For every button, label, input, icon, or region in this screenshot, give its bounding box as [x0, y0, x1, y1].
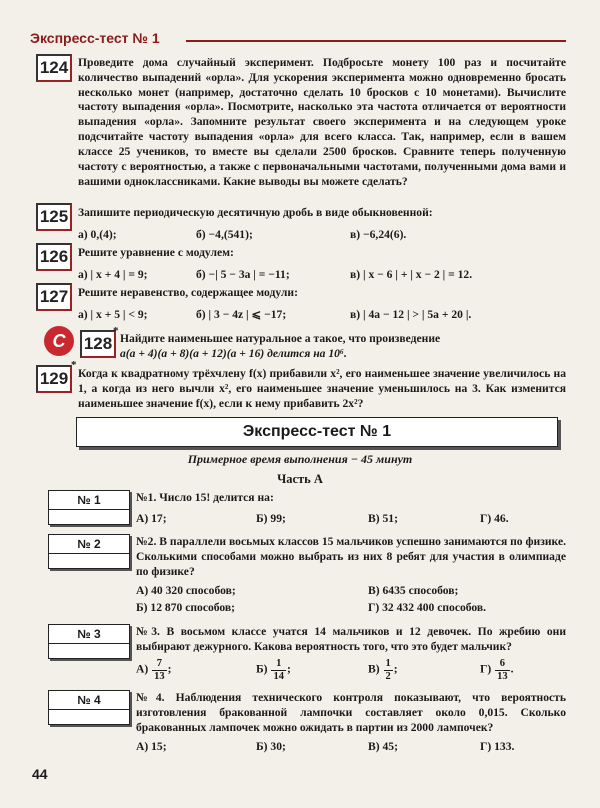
problem-126-answer-c: в) | x − 6 | + | x − 2 | = 12. — [350, 268, 473, 281]
problem-number-128: 128 — [80, 330, 116, 358]
fraction-denominator: 2 — [385, 670, 391, 682]
question-1-option-b: Б) 99; — [256, 512, 286, 525]
problem-number-129: 129 — [36, 365, 72, 393]
question-3-option-b-fraction — [271, 658, 286, 682]
question-3-text: №3. В восьмом классе учатся 14 мальчиков и 12 девочек. По жребию они выбирают дежурного. Какова вероятность того, что это будет мальчик? — [136, 625, 566, 653]
challenge-badge: С — [44, 326, 74, 356]
question-2-text: №2. В параллели восьмых классов 15 мальчиков успешно занимаются по физике. Сколькими способами можно выбрать из них 8 ребят для участия в олимпиаде по физике? — [136, 535, 566, 578]
question-1-answer-box[interactable] — [48, 490, 130, 525]
question-3-option-d — [480, 658, 514, 682]
question-4-option-b: Б) 30; — [256, 740, 286, 753]
problem-number-126: 126 — [36, 243, 72, 271]
question-1-text: №1. Число 15! делится на: — [136, 491, 274, 504]
question-3-answer-field[interactable] — [49, 644, 129, 658]
question-2-answer-field[interactable] — [49, 554, 129, 568]
question-3-option-c-fraction — [384, 658, 393, 682]
question-3-option-c — [368, 658, 398, 682]
question-3-option-c-prefix: В) — [368, 662, 380, 676]
problem-127-answer-c: в) | 4a − 12 | > | 5a + 20 |. — [350, 308, 472, 321]
fraction-numerator: 1 — [385, 658, 391, 669]
question-3-label: № 3 — [49, 625, 129, 644]
question-3-answer-box[interactable] — [48, 624, 130, 659]
problem-125-answer-c: в) −6,24(6). — [350, 228, 407, 241]
question-4-label: № 4 — [49, 691, 129, 710]
question-3-option-a-prefix: А) — [136, 662, 149, 676]
question-4-option-d: Г) 133. — [480, 740, 515, 753]
problem-number-124: 124 — [36, 54, 72, 82]
question-3-option-a — [136, 658, 172, 682]
fraction-numerator: 6 — [495, 658, 510, 671]
running-head: Экспресс-тест № 1 — [30, 30, 160, 46]
problem-124-text: Проведите дома случайный эксперимент. Подбросьте монету 100 раз и посчитайте количество выпадений «орла». Для ускорения эксперимента можно одновременно бросать несколько монет (например, достаточно сделать 10 бросков с 10 монетами). Вычислите частоту выпадения «орла». Посмотрите, насколько эта частота отличается от вероятности выпадения «орла». Запомните результат своего эксперимента и на следующем уроке подсчитайте частоту выпадения «орла» для всего класса. Так, например, если в вашем классе 25 учеников, то вместе вы сделали 2500 бросков. Сравните теперь полученную частоту с вероятностью, а также с первоначальными частотами, полученными дома вами и вашими одноклассниками. Какие выводы вы можете сделать? — [78, 56, 566, 188]
question-4-text: №4. Наблюдения технического контроля показывают, что вероятность изготовления бракованной лампочки составляет около 0,015. Сколько бракованных лампочек можно ожидать в партии из 2000 лампочек? — [136, 691, 566, 734]
question-1-option-c: В) 51; — [368, 512, 398, 525]
header-rule — [186, 40, 566, 42]
question-1-label: № 1 — [49, 491, 129, 510]
question-3-option-a-fraction — [152, 658, 167, 682]
question-2-option-b: Б) 12 870 способов; — [136, 601, 236, 614]
page-number: 44 — [32, 766, 48, 782]
separator: ; — [167, 662, 172, 676]
question-3-option-d-fraction — [495, 658, 510, 682]
problem-129-text: Когда к квадратному трёхчлену f(x) прибавили x², его наименьшее значение увеличилось на 1, а когда из него вычли x², его наименьшее значение уменьшилось на 3. Как изменится наименьшее значение f(x), если к нему прибавить 2x²? — [78, 367, 566, 410]
separator: ; — [286, 662, 291, 676]
test-title: Экспресс-тест № 1 — [76, 417, 558, 447]
fraction-numerator: 7 — [152, 658, 167, 671]
question-1-option-d: Г) 46. — [480, 512, 509, 525]
fraction-denominator: 14 — [273, 670, 284, 682]
question-2-option-d: Г) 32 432 400 способов. — [368, 601, 487, 614]
terminator: . — [510, 662, 514, 676]
fraction-denominator: 13 — [154, 670, 165, 682]
question-1-option-a: А) 17; — [136, 512, 167, 525]
problem-126-answer-b: б) −| 5 − 3a | = −11; — [196, 268, 290, 281]
question-2-option-a: А) 40 320 способов; — [136, 584, 236, 597]
question-2-label: № 2 — [49, 535, 129, 554]
asterisk-129: * — [71, 359, 77, 371]
problem-125-answer-b: б) −4,(541); — [196, 228, 253, 241]
question-4-option-c: В) 45; — [368, 740, 398, 753]
problem-128-text-line1: Найдите наименьшее натуральное a такое, что произведение — [120, 332, 441, 345]
problem-126-answer-a: а) | x + 4 | = 9; — [78, 268, 148, 281]
test-subtitle: Примерное время выполнения − 45 минут — [187, 452, 413, 466]
asterisk-128: * — [113, 325, 119, 337]
question-4-answer-field[interactable] — [49, 710, 129, 724]
problem-127-answer-a: а) | x + 5 | < 9; — [78, 308, 148, 321]
problem-127-answer-b: б) | 3 − 4z | ⩽ −17; — [196, 308, 287, 321]
problem-125-text: Запишите периодическую десятичную дробь в виде обыкновенной: — [78, 206, 433, 219]
problem-125-answer-a: а) 0,(4); — [78, 228, 117, 241]
question-4-option-a: А) 15; — [136, 740, 167, 753]
fraction-numerator: 1 — [271, 658, 286, 671]
question-4-answer-box[interactable] — [48, 690, 130, 725]
fraction-denominator: 13 — [497, 670, 508, 682]
question-3-option-b-prefix: Б) — [256, 662, 268, 676]
question-2-answer-box[interactable] — [48, 534, 130, 569]
problem-127-text: Решите неравенство, содержащее модули: — [78, 286, 298, 299]
problem-128-text-line2: a(a + 4)(a + 8)(a + 12)(a + 16) делится на 10⁶. — [120, 347, 347, 360]
question-1-answer-field[interactable] — [49, 510, 129, 524]
question-2-option-c: В) 6435 способов; — [368, 584, 459, 597]
problem-number-125: 125 — [36, 203, 72, 231]
separator: ; — [393, 662, 398, 676]
test-part-label: Часть А — [277, 472, 323, 486]
question-3-option-d-prefix: Г) — [480, 662, 492, 676]
problem-126-text: Решите уравнение с модулем: — [78, 246, 234, 259]
problem-number-127: 127 — [36, 283, 72, 311]
question-3-option-b — [256, 658, 291, 682]
